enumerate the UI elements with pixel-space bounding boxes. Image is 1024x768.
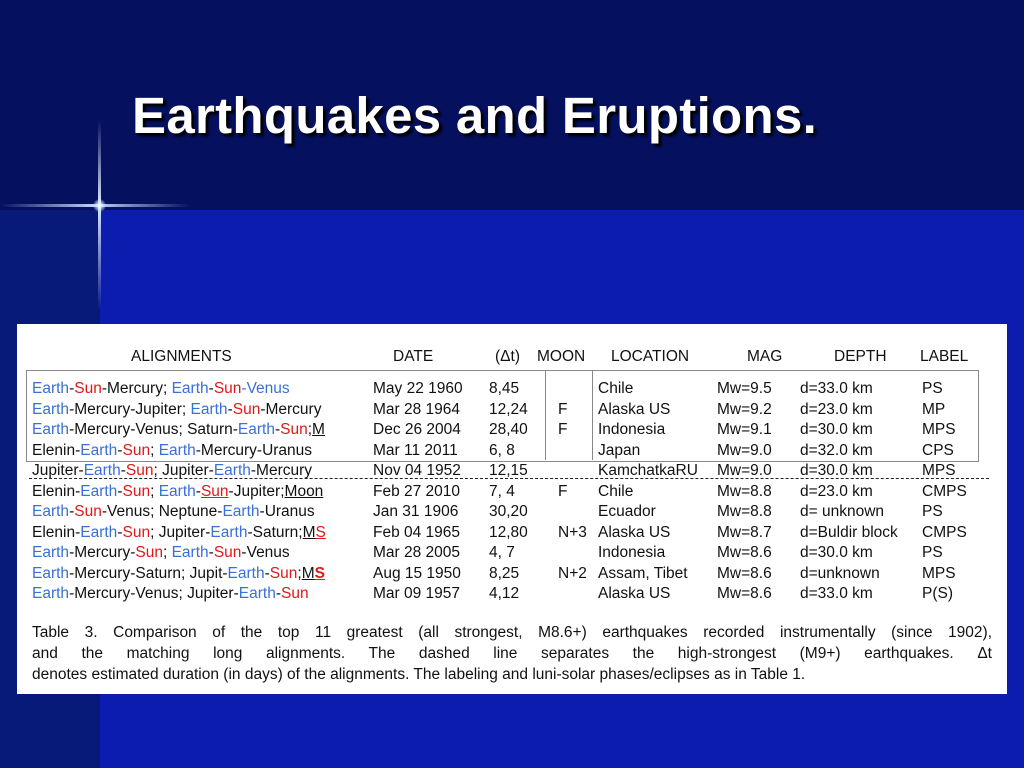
alignment-text: - xyxy=(275,585,281,602)
alignment-text: -Mercury-Saturn; Jupit- xyxy=(69,564,228,582)
alignment-text: -Mercury- xyxy=(69,544,136,561)
cell-depth: d=Buldir block xyxy=(800,523,898,541)
cell-date: Feb 04 1965 xyxy=(373,523,461,541)
earth-term: Earth xyxy=(158,441,196,459)
cell-mag: Mw=8.8 xyxy=(717,503,772,520)
earth-term: Earth xyxy=(32,400,70,418)
cell-depth: d=23.0 km xyxy=(800,482,873,500)
cell-mag: Mw=8.7 xyxy=(717,523,772,541)
cell-depth: d=30.0 km xyxy=(800,462,873,479)
cell-location: Indonesia xyxy=(598,544,666,561)
cell-label: MP xyxy=(922,400,946,418)
cell-moon: F xyxy=(558,400,568,418)
cell-mag: Mw=9.0 xyxy=(717,441,772,459)
table-row xyxy=(17,400,1007,420)
cell-location: Alaska US xyxy=(598,523,671,541)
table-row xyxy=(17,379,1007,399)
cell-depth: d= unknown xyxy=(800,503,885,520)
table-row xyxy=(17,584,1007,604)
sun-term: Sun xyxy=(122,523,151,541)
cell-label: MPS xyxy=(922,421,956,438)
cell-date: Aug 15 1950 xyxy=(373,564,461,582)
sun-term: Sun xyxy=(269,564,298,582)
sun-term: S xyxy=(314,564,325,582)
earth-term: Earth xyxy=(171,380,209,397)
alignment-text: - xyxy=(117,482,123,500)
cell-location: Indonesia xyxy=(598,421,666,438)
sun-term: Sun xyxy=(122,482,151,500)
cell-label: MPS xyxy=(922,462,956,479)
cell-date: Mar 28 2005 xyxy=(373,544,461,561)
cell-label: PS xyxy=(922,544,943,561)
earth-term: Earth xyxy=(80,482,118,500)
alignment-text: -Mercury-Venus; Jupiter- xyxy=(69,585,239,602)
alignment-text: Elenin- xyxy=(32,482,81,500)
cell-location: Alaska US xyxy=(598,400,671,418)
cell-date: Jan 31 1906 xyxy=(373,503,459,520)
alignment-text: M xyxy=(312,421,325,438)
table-row xyxy=(17,441,1007,461)
alignment-text: - xyxy=(264,564,270,582)
earth-term: Earth xyxy=(222,503,260,520)
cell-dt: 8,45 xyxy=(489,380,520,397)
cell-depth: d=33.0 km xyxy=(800,380,873,397)
alignment-text: Elenin- xyxy=(32,523,81,541)
alignment-text: - xyxy=(274,421,281,438)
cell-mag: Mw=9.0 xyxy=(717,462,772,479)
caption-line: denotes estimated duration (in days) of the alignments. The labeling and luni-solar phases/eclipses as in Table 1. xyxy=(32,666,806,683)
table-figure xyxy=(17,324,1007,694)
cell-label: CMPS xyxy=(922,482,967,500)
cell-label: P(S) xyxy=(922,585,953,602)
cell-moon: N+2 xyxy=(558,564,587,582)
header-alignments: ALIGNMENTS xyxy=(131,348,232,365)
earth-term: Earth xyxy=(158,482,196,500)
earth-term: Earth xyxy=(83,462,121,479)
cell-date: Mar 09 1957 xyxy=(373,585,461,602)
cell-date: May 22 1960 xyxy=(373,380,463,397)
m9-separator-dashed-line xyxy=(29,478,989,479)
sun-term: Sun xyxy=(125,462,154,479)
cell-mag: Mw=8.6 xyxy=(717,564,772,582)
cell-date: Mar 28 1964 xyxy=(373,400,461,418)
cell-label: PS xyxy=(922,380,943,397)
alignment-text: - xyxy=(117,441,123,459)
earth-term: Earth xyxy=(171,544,209,561)
earth-term: Earth xyxy=(210,523,248,541)
alignment-text: - xyxy=(117,523,123,541)
cell-alignment xyxy=(32,502,315,522)
earth-term: Earth xyxy=(32,564,70,582)
alignment-text: -Mercury; xyxy=(101,380,172,397)
cell-label: MPS xyxy=(922,564,956,582)
sun-term: Sun xyxy=(74,503,102,520)
alignment-text: -Venus; Neptune- xyxy=(101,503,223,520)
cell-mag: Mw=9.1 xyxy=(717,421,772,438)
cell-date: Nov 04 1952 xyxy=(373,462,461,479)
cell-alignment xyxy=(32,564,325,584)
cell-alignment xyxy=(32,441,312,461)
alignment-text: -Jupiter; xyxy=(228,482,285,500)
cell-dt: 4,12 xyxy=(489,585,520,602)
table-row xyxy=(17,482,1007,502)
alignment-text: M xyxy=(301,564,315,582)
alignment-text: - xyxy=(208,544,214,561)
cell-mag: Mw=9.5 xyxy=(717,380,772,397)
cell-dt: 28,40 xyxy=(489,421,528,438)
alignment-text: ; xyxy=(150,441,159,459)
sun-term: S xyxy=(315,523,326,541)
cell-depth: d=30.0 km xyxy=(800,544,873,561)
cell-dt: 12,24 xyxy=(489,400,528,418)
earth-term: Earth xyxy=(238,585,276,602)
cell-alignment xyxy=(32,420,325,440)
cell-moon: F xyxy=(558,482,568,500)
alignment-text: ; Jupiter- xyxy=(153,462,214,479)
alignment-text: - xyxy=(208,380,214,397)
alignment-text: -Venus xyxy=(241,544,290,561)
cell-alignment xyxy=(32,379,290,399)
slide-title: Earthquakes and Eruptions. xyxy=(132,87,818,144)
alignment-text: -Mercury xyxy=(250,462,313,479)
header-location: LOCATION xyxy=(611,348,690,365)
earth-term: Earth xyxy=(190,400,228,418)
sun-term: Sun xyxy=(280,421,308,438)
cell-mag: Mw=8.8 xyxy=(717,482,772,500)
earth-term: Earth xyxy=(80,523,118,541)
cell-alignment xyxy=(32,523,326,543)
sun-term: Sun xyxy=(213,544,242,561)
table-row xyxy=(17,420,1007,440)
cell-label: CMPS xyxy=(922,523,967,541)
earth-term: Earth xyxy=(80,441,118,459)
alignment-text: - xyxy=(69,380,75,397)
cell-depth: d=33.0 km xyxy=(800,585,873,602)
cell-dt: 7, 4 xyxy=(489,482,515,500)
cell-depth: d=30.0 km xyxy=(800,421,873,438)
cell-moon: F xyxy=(558,421,568,438)
cell-depth: d=unknown xyxy=(800,564,880,582)
star-sparkle-vertical xyxy=(98,120,101,310)
alignment-text: -Mercury xyxy=(260,400,322,418)
cell-label: PS xyxy=(922,503,943,520)
header-label: LABEL xyxy=(920,348,969,365)
star-sparkle-icon xyxy=(93,199,106,212)
alignment-text: -Saturn; xyxy=(247,523,303,541)
cell-location: Chile xyxy=(598,482,634,500)
earth-term: Earth xyxy=(32,421,70,438)
cell-moon: N+3 xyxy=(558,523,587,541)
alignment-text: Elenin- xyxy=(32,441,81,459)
cell-dt: 4, 7 xyxy=(489,544,515,561)
cell-alignment xyxy=(32,584,309,604)
alignment-text: - xyxy=(195,482,201,500)
alignment-text: ; xyxy=(307,421,313,438)
table-row xyxy=(17,502,1007,522)
header-date: DATE xyxy=(393,348,434,365)
cell-date: Mar 11 2011 xyxy=(373,441,458,459)
alignment-text: -Mercury-Uranus xyxy=(195,441,313,459)
alignment-text: ; xyxy=(150,482,159,500)
cell-alignment xyxy=(32,543,290,563)
table-row xyxy=(17,564,1007,584)
alignment-text: -Mercury-Jupiter; xyxy=(69,400,191,418)
alignment-text: - xyxy=(227,400,233,418)
caption-line: Table 3. Comparison of the top 11 greatest (all strongest, M8.6+) earthquakes recorded instrumentally (since 1902), xyxy=(32,624,992,641)
sun-term: Sun xyxy=(135,544,163,561)
sun-term: Sun xyxy=(232,400,261,418)
earth-term: Earth xyxy=(32,585,70,602)
cell-dt: 12,15 xyxy=(489,462,528,479)
cell-dt: 30,20 xyxy=(489,503,528,520)
cell-date: Feb 27 2010 xyxy=(373,482,461,500)
earth-term: Earth xyxy=(213,462,251,479)
alignment-text: Jupiter- xyxy=(32,462,84,479)
cell-location: Chile xyxy=(598,380,634,397)
header-delta-t: (Δt) xyxy=(495,348,520,365)
cell-alignment xyxy=(32,400,321,420)
header-mag: MAG xyxy=(747,348,783,365)
cell-alignment xyxy=(32,482,323,502)
cell-depth: d=32.0 km xyxy=(800,441,873,459)
earth-term: -Venus xyxy=(241,380,290,397)
sun-term: Sun xyxy=(213,380,242,397)
alignment-text: M xyxy=(302,523,316,541)
earth-term: Earth xyxy=(237,421,275,438)
cell-mag: Mw=8.6 xyxy=(717,544,772,561)
alignment-text: ; xyxy=(297,564,302,582)
sun-term: Sun xyxy=(200,482,229,500)
alignment-text: ; Jupiter- xyxy=(150,523,211,541)
alignment-text: -Mercury-Venus; Saturn- xyxy=(69,421,238,438)
earth-term: Earth xyxy=(32,380,70,397)
cell-dt: 8,25 xyxy=(489,564,520,582)
sun-term: Sun xyxy=(281,585,309,602)
alignment-text: - xyxy=(69,503,75,520)
cell-location: Assam, Tibet xyxy=(598,564,688,582)
cell-location: Ecuador xyxy=(598,503,656,520)
alignment-text: Moon xyxy=(284,482,324,500)
sun-term: Sun xyxy=(74,380,102,397)
earth-term: Earth xyxy=(227,564,265,582)
alignment-text: ; xyxy=(162,544,172,561)
earth-term: Earth xyxy=(32,503,70,520)
cell-date: Dec 26 2004 xyxy=(373,421,461,438)
table-row xyxy=(17,523,1007,543)
cell-location: KamchatkaRU xyxy=(598,462,698,479)
header-moon: MOON xyxy=(537,348,586,365)
header-depth: DEPTH xyxy=(834,348,887,365)
caption-line: and the matching long alignments. The dashed line separates the high-strongest (M9+) earthquakes. Δt xyxy=(32,645,992,662)
sun-term: Sun xyxy=(122,441,151,459)
earth-term: Earth xyxy=(32,544,70,561)
cell-dt: 6, 8 xyxy=(489,441,515,459)
alignment-text: - xyxy=(120,462,126,479)
cell-label: CPS xyxy=(922,441,954,459)
cell-mag: Mw=8.6 xyxy=(717,585,772,602)
cell-mag: Mw=9.2 xyxy=(717,400,772,418)
cell-location: Alaska US xyxy=(598,585,671,602)
cell-dt: 12,80 xyxy=(489,523,528,541)
alignment-text: -Uranus xyxy=(259,503,315,520)
cell-location: Japan xyxy=(598,441,641,459)
table-row xyxy=(17,543,1007,563)
cell-depth: d=23.0 km xyxy=(800,400,873,418)
table-caption xyxy=(32,622,992,685)
